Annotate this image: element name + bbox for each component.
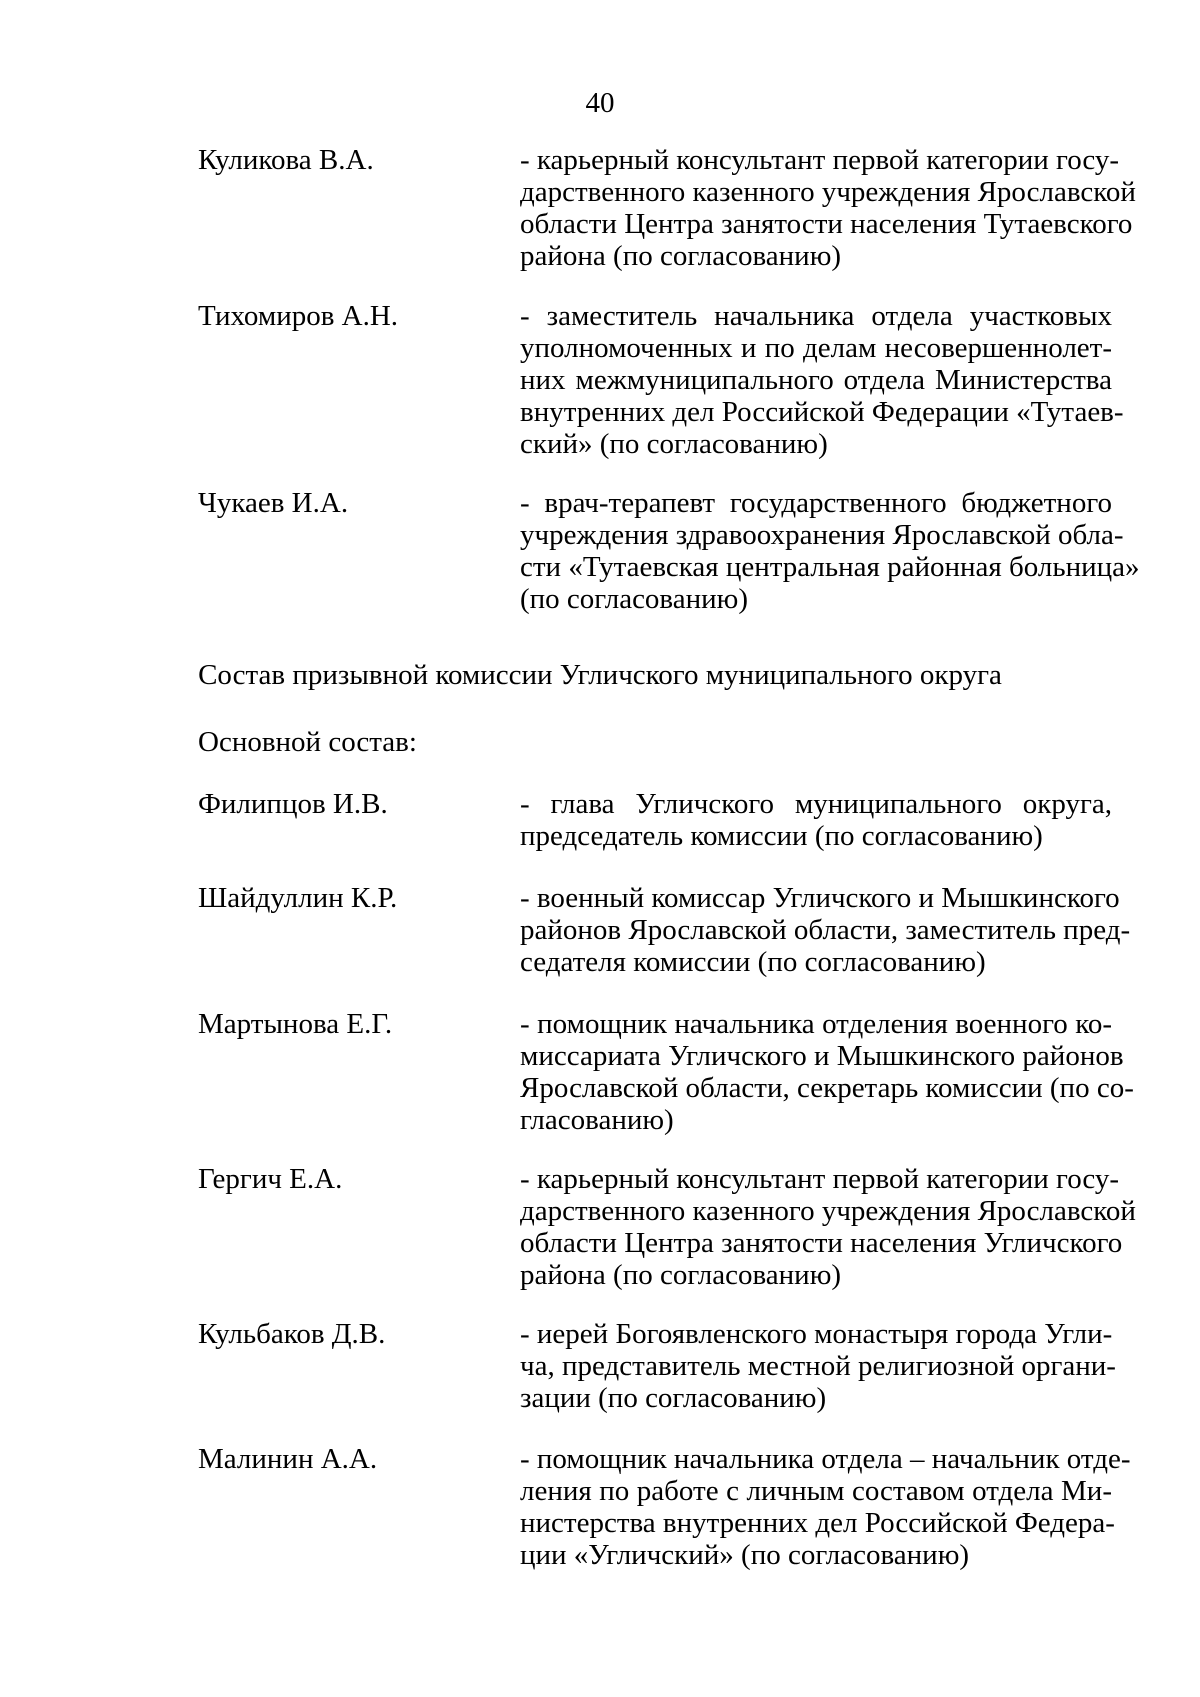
entry-line: - помощник начальника отделения военного ко- xyxy=(520,1008,1112,1040)
entry-line: ления по работе с личным составом отдела Ми- xyxy=(520,1475,1112,1507)
entry-line: ча, представитель местной религиозной органи- xyxy=(520,1350,1116,1382)
entry-description xyxy=(520,1163,1136,1291)
entry-line: уполномоченных и по делам несовершеннолет- xyxy=(520,332,1112,364)
entry-line: области Центра занятости населения Тутаевского xyxy=(520,208,1133,240)
entry-name: Мартынова Е.Г. xyxy=(198,1008,393,1040)
entry-line: дарственного казенного учреждения Ярославской xyxy=(520,1195,1136,1227)
entry-description xyxy=(520,882,1131,978)
entry-description xyxy=(520,487,1140,615)
subheading: Основной состав: xyxy=(198,726,417,758)
entry-line: сти «Тутаевская центральная районная больница» xyxy=(520,551,1140,583)
entry-line: - иерей Богоявленского монастыря города Угли- xyxy=(520,1318,1113,1350)
entry-line: нистерства внутренних дел Российской Федера- xyxy=(520,1507,1115,1539)
entry-name: Чукаев И.А. xyxy=(198,487,349,519)
entry-line: - глава Угличского муниципального округа, xyxy=(520,788,1112,820)
section-heading: Состав призывной комиссии Угличского муниципального округа xyxy=(198,659,1002,691)
entry-line: - военный комиссар Угличского и Мышкинского xyxy=(520,882,1120,914)
entry-line: зации (по согласованию) xyxy=(520,1382,827,1414)
entry-description xyxy=(520,1318,1116,1414)
entry-line: - врач-терапевт государственного бюджетного xyxy=(520,487,1112,519)
entry-description xyxy=(520,1443,1131,1571)
page-number: 40 xyxy=(585,87,615,119)
entry-line: - карьерный консультант первой категории госу- xyxy=(520,144,1120,176)
entry-line: гласованию) xyxy=(520,1104,674,1136)
entry-description xyxy=(520,1008,1134,1136)
entry-line: ции «Угличский» (по согласованию) xyxy=(520,1539,970,1571)
entry-name: Малинин А.А. xyxy=(198,1443,378,1475)
entry-line: районов Ярославской области, заместитель пред- xyxy=(520,914,1131,946)
entry-name: Филипцов И.В. xyxy=(198,788,388,820)
entry-name: Куликова В.А. xyxy=(198,144,374,176)
entry-line: ский» (по согласованию) xyxy=(520,428,828,460)
entry-name: Гергич Е.А. xyxy=(198,1163,343,1195)
entry-line: них межмуниципального отдела Министерства xyxy=(520,364,1112,396)
entry-line: - заместитель начальника отдела участковых xyxy=(520,300,1112,332)
entry-line: миссариата Угличского и Мышкинского районов xyxy=(520,1040,1124,1072)
entry-line: области Центра занятости населения Угличского xyxy=(520,1227,1123,1259)
entry-line: учреждения здравоохранения Ярославской обла- xyxy=(520,519,1124,551)
entry-line: председатель комиссии (по согласованию) xyxy=(520,820,1043,852)
entry-line: района (по согласованию) xyxy=(520,1259,842,1291)
entry-line: района (по согласованию) xyxy=(520,240,842,272)
entry-line: - карьерный консультант первой категории госу- xyxy=(520,1163,1120,1195)
entry-description xyxy=(520,788,1112,852)
entry-line: седателя комиссии (по согласованию) xyxy=(520,946,986,978)
entry-name: Тихомиров А.Н. xyxy=(198,300,399,332)
entry-name: Кульбаков Д.В. xyxy=(198,1318,386,1350)
entry-line: (по согласованию) xyxy=(520,583,748,615)
entry-line: внутренних дел Российской Федерации «Тутаев- xyxy=(520,396,1124,428)
entry-line: дарственного казенного учреждения Ярославской xyxy=(520,176,1136,208)
entry-line: - помощник начальника отдела – начальник отде- xyxy=(520,1443,1131,1475)
entry-description xyxy=(520,300,1124,460)
entry-description xyxy=(520,144,1136,272)
entry-line: Ярославской области, секретарь комиссии (по со- xyxy=(520,1072,1134,1104)
entry-name: Шайдуллин К.Р. xyxy=(198,882,398,914)
